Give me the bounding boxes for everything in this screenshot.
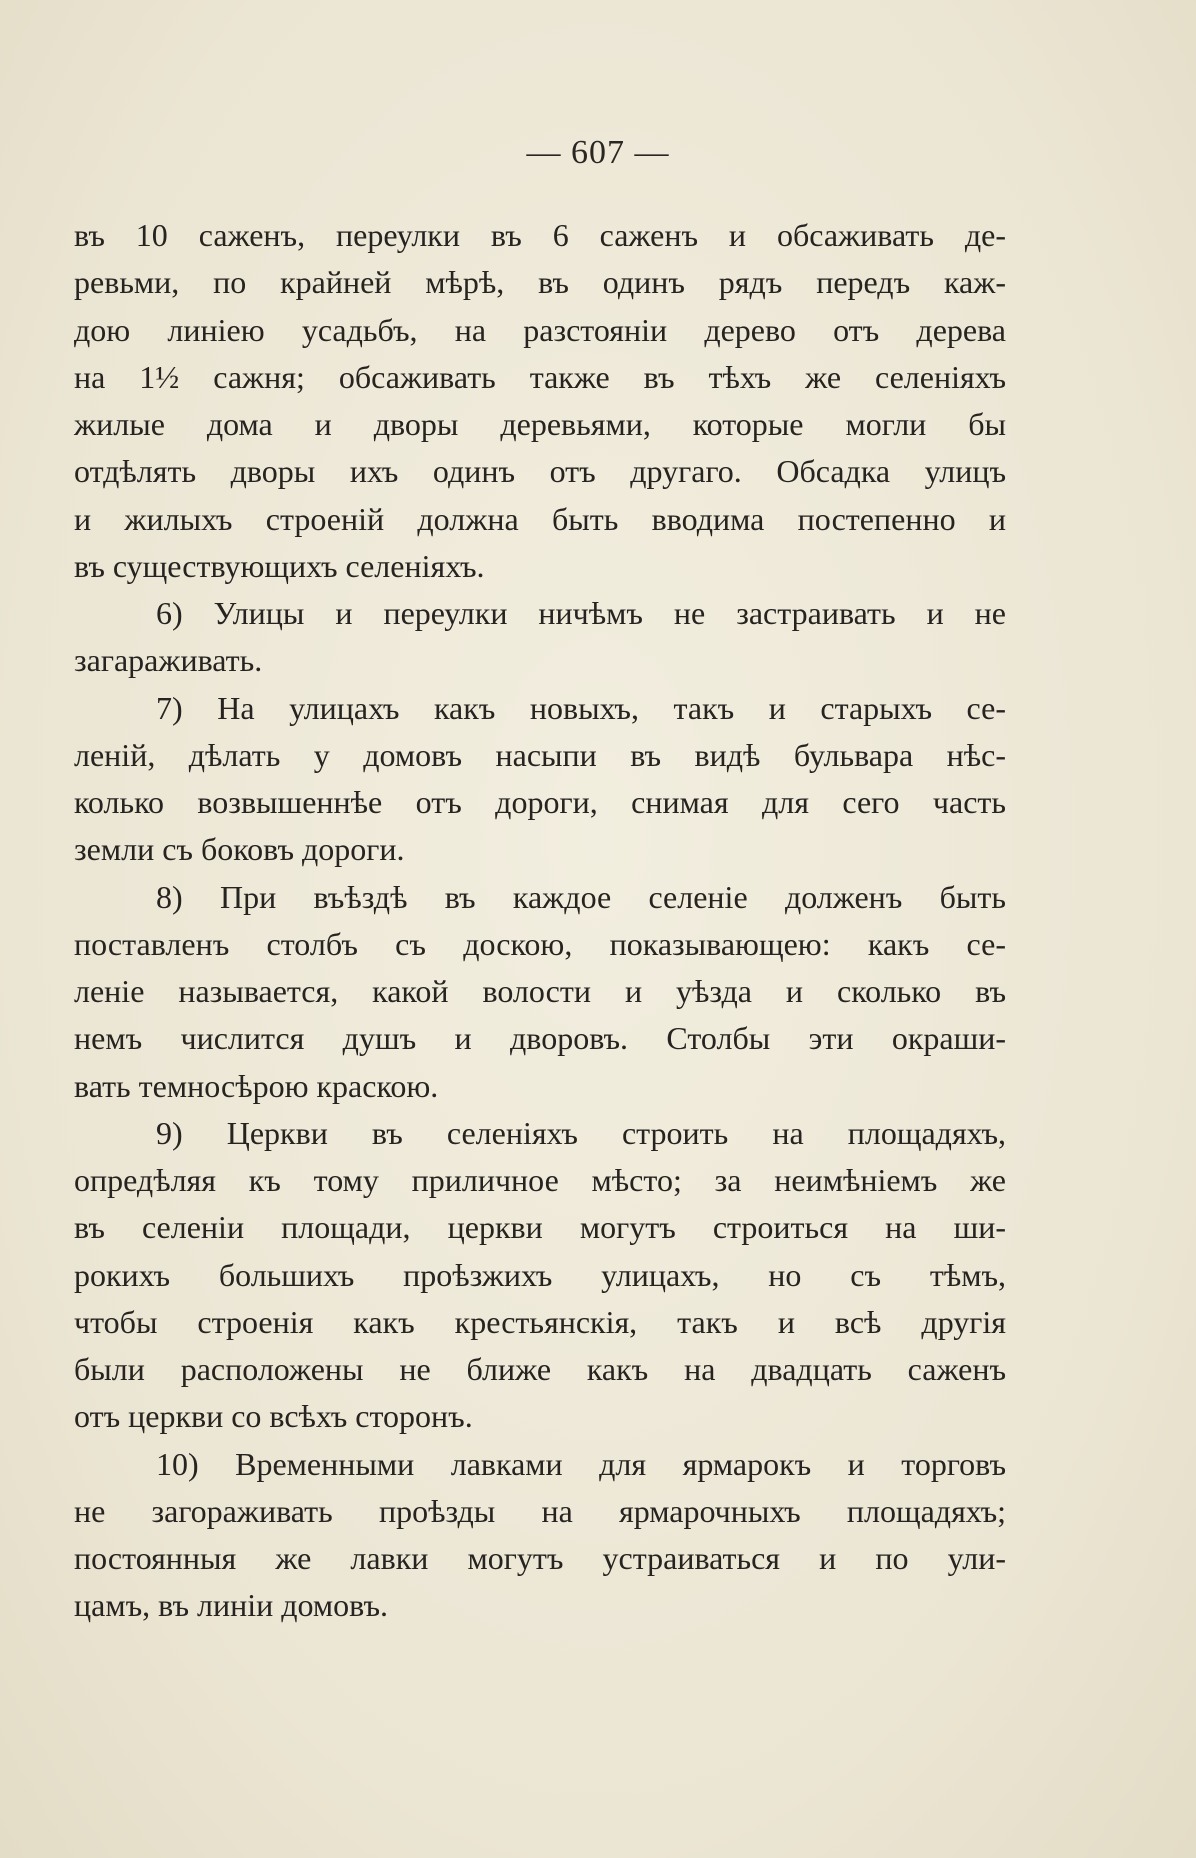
text-line: земли съ боковъ дороги.: [74, 831, 405, 868]
text-line: 9) Церкви въ селенiяхъ строить на площадяхъ,: [156, 1114, 1006, 1151]
text-line: ревьми, по крайней мѣрѣ, въ одинъ рядъ передъ каж-: [74, 264, 1006, 301]
text-line: отъ церкви со всѣхъ сторонъ.: [74, 1398, 473, 1435]
text-line: были расположены не ближе какъ на двадцать саженъ: [74, 1351, 1006, 1387]
text-line: ленiй, дѣлать у домовъ насыпи въ видѣ бульвара нѣс-: [74, 736, 1006, 773]
body-text: [74, 212, 1006, 1630]
text-line: опредѣляя къ тому приличное мѣсто; за неимѣнiемъ же: [74, 1162, 1006, 1198]
text-line: 7) На улицахъ какъ новыхъ, такъ и старыхъ се-: [156, 689, 1006, 726]
text-line: жилые дома и дворы деревьями, которые могли бы: [74, 406, 1006, 442]
text-line: дою линiею усадьбъ, на разстоянiи дерево отъ дерева: [74, 311, 1006, 348]
text-line: въ существующихъ селенiяхъ.: [74, 547, 485, 584]
text-line: колько возвышеннѣе отъ дороги, снимая для сего часть: [74, 784, 1006, 820]
text-line: немъ числится душъ и дворовъ. Столбы эти окраши-: [74, 1020, 1006, 1057]
text-line: цамъ, въ линiи домовъ.: [74, 1587, 388, 1624]
page-number: — 607 —: [526, 134, 670, 171]
text-line: загараживать.: [74, 642, 263, 679]
text-line: постоянныя же лавки могутъ устраиваться и по ули-: [74, 1540, 1006, 1576]
text-line: поставленъ столбъ съ доскою, показывающею: какъ се-: [74, 925, 1006, 962]
text-line: отдѣлять дворы ихъ одинъ отъ другаго. Обсадка улицъ: [74, 453, 1006, 490]
text-line: ленiе называется, какой волости и уѣзда и сколько въ: [74, 973, 1006, 1009]
text-line: на 1½ сажня; обсаживать также въ тѣхъ же селенiяхъ: [74, 358, 1006, 395]
text-line: 10) Временными лавками для ярмарокъ и торговъ: [156, 1445, 1006, 1482]
text-line: не загораживать проѣзды на ярмарочныхъ площадяхъ;: [74, 1492, 1006, 1529]
text-line: вать темносѣрою краскою.: [74, 1067, 439, 1104]
text-line: 6) Улицы и переулки ничѣмъ не застраивать и не: [156, 595, 1006, 631]
text-line: и жилыхъ строенiй должна быть вводима постепенно и: [74, 500, 1006, 537]
text-line: въ 10 саженъ, переулки въ 6 саженъ и обсаживать де-: [74, 217, 1006, 253]
text-line: въ селенiи площади, церкви могутъ строиться на ши-: [74, 1209, 1006, 1246]
text-line: 8) При въѣздѣ въ каждое селенiе долженъ быть: [156, 878, 1006, 915]
text-line: рокихъ большихъ проѣзжихъ улицахъ, но съ тѣмъ,: [74, 1256, 1006, 1293]
text-line: чтобы строенiя какъ крестьянскiя, такъ и всѣ другiя: [74, 1303, 1006, 1340]
